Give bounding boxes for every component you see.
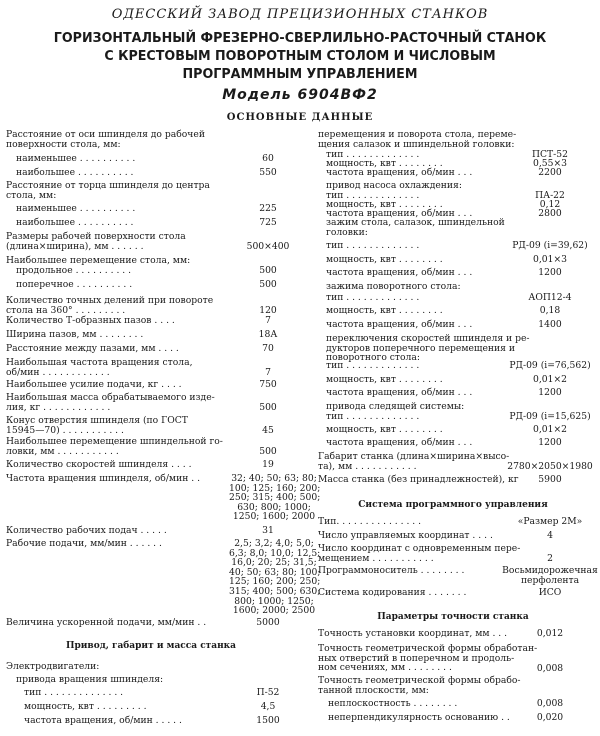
left-column: [6, 0, 321, 736]
spec-label-line: частота вращения, об/мин . . .: [326, 208, 473, 219]
spec-value-line: ПА-22: [535, 190, 565, 201]
spec-label-line: частота вращения, об/мин . . .: [326, 437, 473, 448]
spec-value-line: 7: [265, 315, 271, 326]
spec-label-line: частота вращения, об/мин . . .: [326, 267, 473, 278]
spec-label: [24, 716, 242, 726]
spec-label-line: Рабочие подачи, мм/мин . . . . . .: [6, 538, 162, 549]
spec-label-line: ловки, мм . . . . . . . . . . .: [6, 445, 119, 457]
spec-label-line: частота вращения, об/мин . . .: [326, 167, 473, 178]
spec-value-line: 1250; 1600; 2000: [232, 511, 316, 523]
spec-label: [24, 702, 242, 712]
spec-label: [6, 618, 242, 628]
spec-value: [500, 713, 600, 723]
spec-value-line: 500×400: [246, 241, 290, 252]
spec-label-line: Конус отверстия шпинделя (по ГОСТ: [6, 415, 188, 426]
spec-label: [318, 452, 514, 471]
spec-label: [326, 375, 514, 385]
spec-value: [223, 403, 313, 413]
spec-label: [326, 361, 514, 371]
spec-label-line: поперечное . . . . . . . . . .: [16, 279, 133, 290]
spec-label: [326, 268, 514, 278]
spec-label-line: ном сечениях, мм . . . . . . . .: [318, 662, 452, 674]
spec-value-line: ПСТ-52: [532, 149, 568, 160]
spec-label-line: ных отверстий в поперечном и продоль-: [318, 652, 515, 664]
spec-label-line: тип . . . . . . . . . . . . .: [326, 360, 420, 371]
spec-value: [223, 380, 313, 390]
spec-value-line: 0,18: [539, 305, 561, 316]
spec-value: [223, 330, 313, 340]
spec-value-line: 1500: [256, 715, 280, 726]
spec-label-line: наибольшее . . . . . . . . . .: [16, 167, 134, 178]
spec-value-line: РД-09 (i=39,62): [512, 240, 588, 251]
spec-label: [6, 416, 242, 435]
spec-value: [500, 306, 600, 316]
spec-label: [6, 380, 242, 390]
spec-label-line: мощность, квт . . . . . . . .: [326, 305, 443, 316]
spec-label: [16, 168, 242, 178]
spec-value-line: 315; 400; 500; 630;: [229, 585, 321, 597]
spec-value: [223, 702, 313, 712]
spec-label: [326, 320, 514, 330]
spec-value: [500, 699, 600, 709]
spec-label: [318, 531, 514, 541]
spec-value-line: 0,012: [536, 628, 564, 639]
spec-label: [6, 526, 242, 536]
spec-value: [223, 242, 313, 252]
spec-value: [229, 539, 319, 616]
spec-value-line: 32; 40; 50; 63; 80;: [231, 473, 317, 484]
spec-label-line: переключения скоростей шпинделя и ре-: [326, 333, 530, 344]
spec-label: [318, 474, 519, 485]
spec-value: [500, 293, 600, 303]
spec-value: [500, 425, 600, 435]
spec-label-line: неперпендикулярность основанию . .: [328, 712, 510, 723]
model-label: Модель 6904ВФ2: [222, 87, 378, 103]
plant-name: ОДЕССКИЙ ЗАВОД ПРЕЦИЗИОННЫХ СТАНКОВ: [111, 7, 489, 22]
spec-value-line: 750: [259, 379, 277, 390]
section-main-data: ОСНОВНЫЕ ДАННЫЕ: [226, 112, 374, 123]
spec-value-line: РД-09 (i=76,562): [509, 360, 591, 371]
spec-label: [326, 388, 514, 398]
spec-label: [6, 474, 242, 484]
spec-label: [318, 543, 521, 564]
spec-value: [500, 255, 600, 265]
spec-label: [6, 662, 242, 672]
spec-label-line: (длина×ширина), мм . . . . . .: [6, 240, 144, 252]
spec-label: [6, 181, 242, 200]
spec-label-line: Расстояние от оси шпинделя до рабочей: [6, 129, 205, 140]
spec-label-line: щения салазок и шпиндельной головки:: [318, 138, 515, 150]
spec-value-line: 7: [265, 367, 271, 378]
spec-value-line: 45: [262, 425, 274, 436]
spec-label-line: Тип. . . . . . . . . . . . . . .: [318, 516, 422, 527]
spec-value-line: 2800: [538, 208, 562, 219]
spec-value-line: П-52: [256, 687, 280, 698]
spec-value-line: 6,3; 8,0; 10,0; 12,5;: [229, 547, 321, 559]
spec-value: [223, 618, 313, 628]
spec-value: [500, 629, 600, 639]
spec-label-line: привода вращения шпинделя:: [16, 674, 164, 685]
spec-value-line: 500: [259, 402, 277, 413]
spec-label: [16, 204, 242, 214]
spec-label: [326, 425, 514, 435]
spec-value: [500, 375, 600, 385]
spec-label: [326, 218, 514, 237]
spec-label-line: мощность, квт . . . . . . . . .: [24, 701, 147, 712]
spec-label-line: Наибольшая масса обрабатываемого изде-: [6, 392, 215, 403]
spec-label-line: тип . . . . . . . . . . . . .: [326, 190, 420, 201]
spec-label: [6, 316, 242, 326]
spec-label: [16, 675, 242, 685]
spec-label-line: Габарит станка (длина×ширина×высо-: [318, 451, 510, 462]
spec-label-line: Точность геометрической формы обрабо-: [318, 675, 521, 686]
spec-label-line: Размеры рабочей поверхности стола: [6, 231, 186, 242]
spec-label-line: Масса станка (без принадлежностей), кг: [318, 474, 519, 485]
spec-value: [500, 241, 600, 251]
spec-label-line: Количество скоростей шпинделя . . . .: [6, 459, 192, 470]
spec-value-line: 5000: [256, 617, 280, 628]
spec-label-line: Наибольшее перемещение шпиндельной го-: [6, 436, 223, 447]
spec-value: [223, 266, 313, 276]
spec-value-line: 2780×2050×1980: [507, 461, 593, 472]
spec-label: [6, 344, 242, 354]
spec-label-line: стола, мм:: [6, 189, 57, 201]
spec-value-line: 100; 125; 160; 200;: [229, 482, 321, 494]
spec-value-line: 125; 160; 200; 250;: [229, 576, 321, 588]
spec-value: [500, 517, 600, 527]
spec-label-line: Наибольшее усилие подачи, кг . . . .: [6, 379, 182, 390]
spec-value-line: 1200: [538, 267, 562, 278]
spec-label-line: тип . . . . . . . . . . . . .: [326, 292, 420, 303]
spec-label-line: тип . . . . . . . . . . . . .: [326, 411, 420, 422]
spec-value: [223, 218, 313, 228]
spec-value: [500, 438, 600, 448]
spec-label-line: Электродвигатели:: [6, 661, 100, 672]
spec-label: [326, 168, 514, 178]
spec-label-line: наименьшее . . . . . . . . . .: [16, 153, 136, 164]
spec-label: [326, 306, 514, 316]
spec-label-line: мощность, квт . . . . . . . .: [326, 158, 443, 169]
spec-value-line: 1600; 2000; 2500: [232, 605, 316, 617]
spec-value-line: 4: [547, 530, 553, 541]
spec-value-line: «Размер 2М»: [517, 516, 583, 527]
spec-value-line: РД-09 (i=15,625): [509, 411, 591, 422]
spec-value: [500, 388, 600, 398]
spec-value-line: 225: [259, 203, 277, 214]
spec-label-line: зажима поворотного стола:: [326, 281, 461, 292]
spec-label: [16, 280, 242, 290]
spec-label: [326, 293, 514, 303]
spec-value: [223, 168, 313, 178]
spec-label-line: Количество рабочих подач . . . . .: [6, 525, 167, 536]
spec-value-line: перфолента: [520, 574, 580, 586]
spec-label: [16, 266, 242, 276]
spec-value-line: 2,5; 3,2; 4,0; 5,0;: [234, 538, 314, 549]
spec-label-line: Программоноситель . . . . . . . .: [318, 565, 465, 576]
spec-label-line: привода следящей системы:: [326, 401, 465, 412]
spec-label-line: наименьшее . . . . . . . . . .: [16, 203, 136, 214]
spec-value-line: 0,01×2: [532, 374, 567, 385]
spec-value-line: Восьмидорожечная: [502, 565, 598, 576]
spec-label-line: танной плоскости, мм:: [318, 684, 429, 696]
spec-label: [326, 333, 530, 364]
spec-value: [223, 526, 313, 536]
spec-value-line: 0,12: [539, 199, 561, 210]
section-heading: Параметры точности станка: [377, 612, 529, 622]
spec-label-line: зажим стола, салазок, шпиндельной: [326, 217, 505, 228]
spec-label: [6, 393, 242, 412]
spec-value-line: 70: [262, 343, 274, 354]
spec-value: [223, 426, 313, 436]
right-column: [318, 0, 600, 736]
spec-label-line: частота вращения, об/мин . . .: [326, 319, 473, 330]
spec-label-line: мощность, квт . . . . . . . .: [326, 254, 443, 265]
spec-label-line: частота вращения, об/мин . . .: [326, 387, 473, 398]
spec-value: [500, 320, 600, 330]
spec-label-line: Число координат с одновременным пере-: [318, 543, 521, 554]
spec-value: [223, 716, 313, 726]
spec-label: [6, 232, 242, 251]
spec-value-line: 4,5: [260, 701, 276, 712]
spec-label-line: тип . . . . . . . . . . . . .: [326, 149, 420, 160]
spec-value-line: 16,0; 20; 25; 31,5;: [231, 557, 317, 569]
spec-value: [500, 168, 600, 178]
machine-title-line-1: ГОРИЗОНТАЛЬНЫЙ ФРЕЗЕРНО-СВЕРЛИЛЬНО-РАСТОЧНЫЙ СТАНОК: [53, 30, 547, 46]
spec-value: [500, 531, 600, 541]
spec-value-line: 630; 800; 1000;: [237, 501, 311, 513]
spec-label-line: поверхности стола, мм:: [6, 138, 121, 150]
spec-label-line: привод насоса охлаждения:: [326, 180, 462, 191]
spec-label: [326, 255, 514, 265]
spec-label-line: Точность установки координат, мм . . .: [318, 628, 508, 639]
spec-label-line: стола на 360° . . . . . . . . .: [6, 304, 126, 316]
spec-value-line: 500: [259, 265, 277, 276]
spec-label-line: Расстояние между пазами, мм . . . .: [6, 343, 179, 354]
spec-label-line: Ширина пазов, мм . . . . . . . .: [6, 329, 144, 340]
spec-label: [16, 154, 242, 164]
spec-value-line: 31: [262, 525, 274, 536]
section-heading: Привод, габарит и масса станка: [65, 641, 237, 651]
spec-label-line: Наибольшее перемещение стола, мм:: [6, 255, 191, 266]
spec-value: [500, 554, 600, 564]
spec-value-line: 40; 50; 63; 80; 100;: [229, 566, 321, 578]
spec-value: [223, 368, 313, 378]
spec-label: [6, 130, 242, 149]
spec-label-line: наибольшее . . . . . . . . . .: [16, 217, 134, 228]
spec-label-line: поворотного стола:: [326, 352, 420, 364]
spec-value-line: 550: [259, 167, 277, 178]
spec-value-line: 0,01×2: [532, 424, 567, 435]
spec-value-line: 18А: [258, 329, 278, 340]
spec-value-line: ИСО: [538, 587, 562, 598]
spec-label: [6, 330, 242, 340]
spec-label-line: частота вращения, об/мин . . . . .: [24, 715, 182, 726]
spec-value-line: 0,008: [536, 663, 564, 674]
spec-label: [6, 437, 242, 456]
spec-value-line: 1400: [538, 319, 562, 330]
spec-label-line: 15945—70) . . . . . . . . . . .: [6, 424, 124, 436]
spec-value: [500, 664, 600, 674]
spec-label: [318, 566, 514, 576]
spec-value: [500, 361, 600, 371]
spec-value: [500, 475, 600, 485]
spec-value: [223, 204, 313, 214]
spec-value: [500, 412, 600, 422]
spec-label-line: продольное . . . . . . . . . .: [16, 265, 132, 276]
spec-value-line: 0,008: [536, 698, 564, 709]
spec-label-line: мощность, квт . . . . . . . .: [326, 374, 443, 385]
spec-value-line: 2: [547, 553, 553, 564]
machine-title-line-3: ПРОГРАММНЫМ УПРАВЛЕНИЕМ: [182, 66, 418, 82]
spec-value-line: 800; 1000; 1250;: [234, 595, 314, 607]
spec-value: [500, 588, 600, 598]
spec-label: [6, 460, 242, 470]
spec-label: [16, 218, 242, 228]
spec-label: [318, 129, 517, 150]
spec-label-line: Точность геометрической формы обработан-: [318, 643, 538, 654]
spec-label: [6, 296, 242, 315]
spec-label: [328, 713, 514, 723]
spec-label: [24, 688, 242, 698]
spec-label: [326, 241, 514, 251]
spec-label: [318, 643, 538, 674]
spec-label: [318, 675, 521, 696]
spec-value-line: 1200: [538, 387, 562, 398]
spec-label: [326, 412, 514, 422]
spec-label: [6, 539, 242, 549]
spec-label-line: об/мин . . . . . . . . . . . .: [6, 366, 110, 378]
spec-value: [223, 154, 313, 164]
spec-value: [223, 447, 313, 457]
spec-label-line: мощность, квт . . . . . . . .: [326, 199, 443, 210]
spec-value-line: 0,020: [536, 712, 564, 723]
spec-value-line: 1200: [538, 437, 562, 448]
spec-label-line: Количество Т-образных пазов . . . .: [6, 315, 175, 326]
section-heading: Система программного управления: [358, 500, 548, 510]
spec-label: [328, 699, 514, 709]
spec-value: [223, 688, 313, 698]
spec-label-line: Наибольшая частота вращения стола,: [6, 357, 193, 368]
spec-label: [318, 629, 514, 639]
spec-value: [500, 268, 600, 278]
spec-label-line: Частота вращения шпинделя, об/мин . .: [6, 473, 201, 484]
spec-label-line: дукторов поперечного перемещения и: [326, 342, 515, 354]
spec-value-line: 19: [262, 459, 274, 470]
spec-label-line: мещением . . . . . . . . . . .: [318, 552, 434, 564]
spec-value: [229, 474, 319, 522]
spec-value-line: 60: [262, 153, 274, 164]
spec-label-line: мощность, квт . . . . . . . .: [326, 424, 443, 435]
spec-label-line: тип . . . . . . . . . . . . . .: [24, 687, 124, 698]
spec-label-line: Количество точных делений при повороте: [6, 295, 214, 306]
spec-label-line: головки:: [326, 226, 368, 238]
spec-label-line: неплоскостность . . . . . . . .: [328, 698, 458, 709]
spec-label: [326, 438, 514, 448]
spec-value: [500, 209, 600, 219]
spec-label: [326, 282, 514, 292]
spec-value: [223, 460, 313, 470]
spec-label-line: Величина ускоренной подачи, мм/мин . .: [6, 617, 207, 628]
spec-value-line: 500: [259, 279, 277, 290]
spec-value-line: 0,01×3: [532, 254, 567, 265]
spec-label: [6, 358, 242, 377]
spec-label-line: Система кодирования . . . . . . .: [318, 587, 467, 598]
spec-value: [500, 566, 600, 585]
spec-label-line: лия, кг . . . . . . . . . . . .: [6, 401, 111, 413]
machine-title-line-2: С КРЕСТОВЫМ ПОВОРОТНЫМ СТОЛОМ И ЧИСЛОВЫМ: [104, 48, 496, 64]
spec-value-line: 120: [259, 305, 277, 316]
spec-label: [318, 588, 514, 598]
spec-value-line: 500: [259, 446, 277, 457]
spec-value: [223, 280, 313, 290]
spec-label-line: Число управляемых координат . . . .: [318, 530, 493, 541]
spec-label-line: Расстояние от торца шпинделя до центра: [6, 180, 210, 191]
spec-value: [223, 316, 313, 326]
spec-value-line: 0,55×3: [532, 158, 567, 169]
spec-value-line: 5900: [538, 474, 562, 485]
spec-value-line: 250; 315; 400; 500;: [229, 492, 321, 504]
spec-label-line: перемещения и поворота стола, переме-: [318, 129, 517, 140]
spec-value-line: АОП12-4: [528, 292, 572, 303]
spec-label: [318, 517, 514, 527]
spec-label-line: та), мм . . . . . . . . . . .: [318, 460, 417, 472]
spec-value-line: 725: [259, 217, 277, 228]
spec-value: [500, 462, 600, 472]
spec-label-line: тип . . . . . . . . . . . . .: [326, 240, 420, 251]
spec-value-line: 2200: [538, 167, 562, 178]
spec-value: [223, 344, 313, 354]
